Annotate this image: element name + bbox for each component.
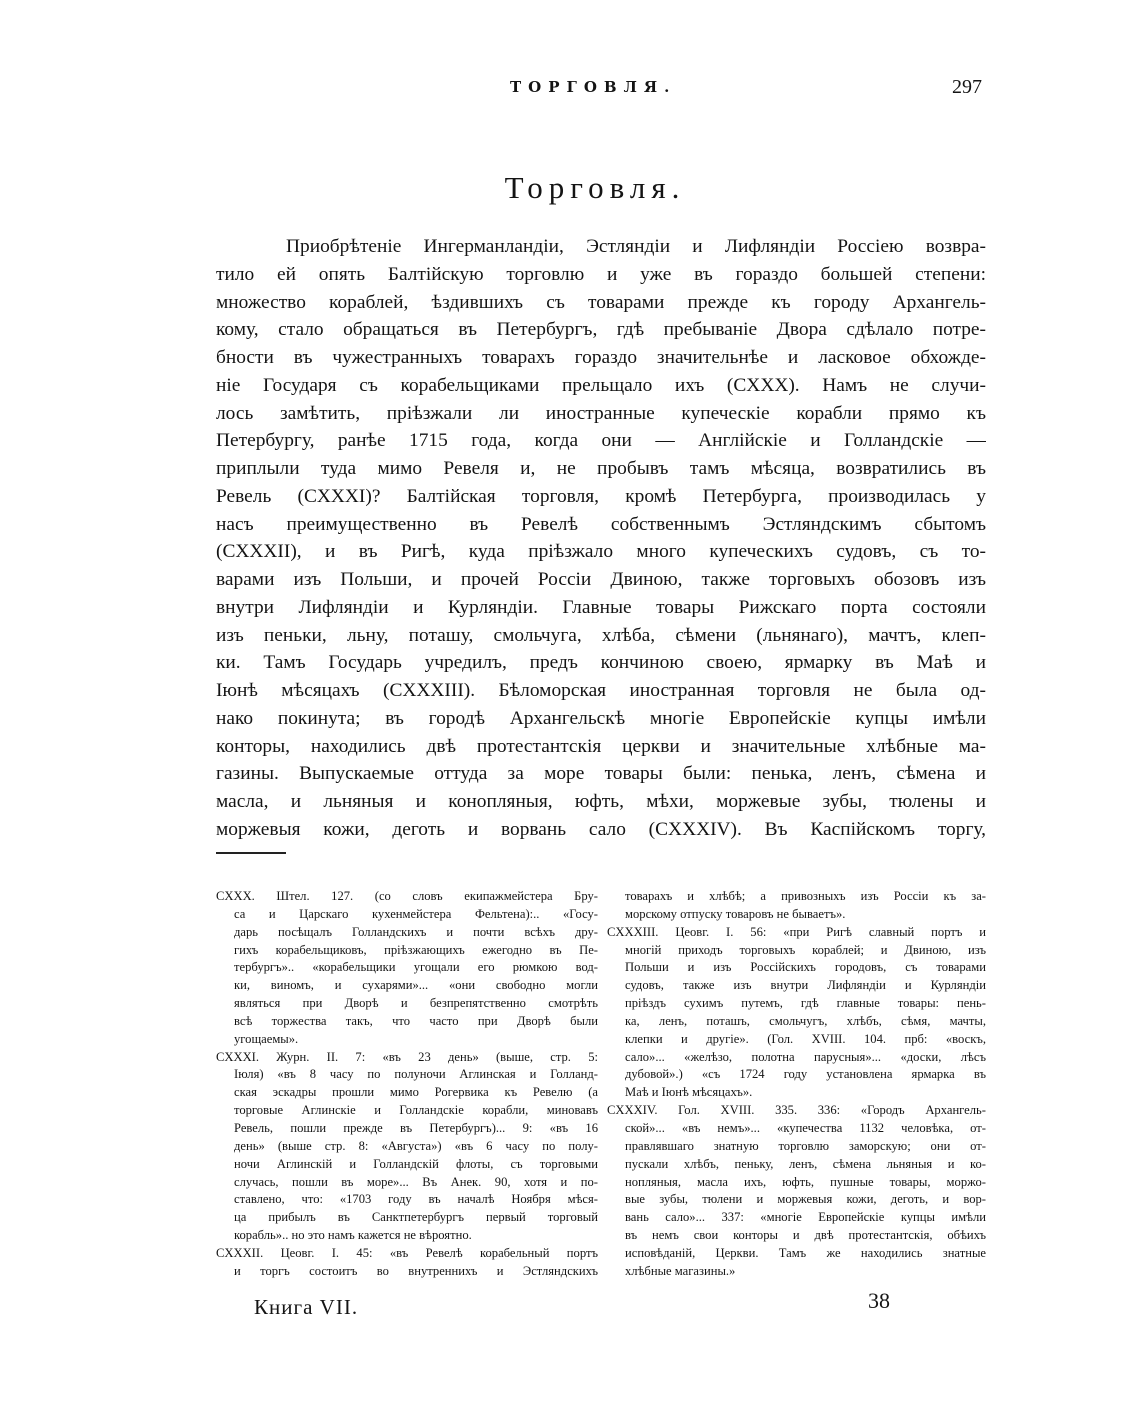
sheet-number: 38 — [868, 1288, 890, 1313]
footnote-line: Польши и изъ Россійскихъ городовъ, съ товарами — [625, 960, 986, 975]
footnote-line: Іюля) «въ 8 часу по полуночи Аглинская и Голланд- — [234, 1067, 598, 1082]
footnote-line: хлѣбные магазины.» — [625, 1263, 736, 1278]
footnote-line: вые зубы, тюлени и моржевыя кожи, деготь, и вор- — [625, 1192, 986, 1207]
text-line: конторы, находились двѣ протестантскія церкви и значительные хлѣбные ма- — [216, 735, 986, 757]
running-head — [0, 78, 1140, 104]
main-text — [216, 233, 986, 844]
text-line: кому, стало обращаться въ Петербургъ, гдѣ пребываніе Двора сдѣлало потре- — [216, 319, 986, 341]
footnote-line: морскому отпуску товаровъ не бываетъ». — [625, 906, 846, 921]
footnote-line: CXXX. Штел. 127. (со словъ екипажмейстера Бру- — [216, 889, 598, 903]
footnote-line: Ревель, пошли прежде въ Петербургъ)... 9: «въ 16 — [234, 1120, 598, 1135]
page-number: 297 — [952, 76, 982, 98]
footnote-line: CXXXII. Цеовг. I. 45: «въ Ревелѣ корабельный портъ — [216, 1245, 598, 1260]
printer-signature: Книга VII. — [254, 1295, 359, 1319]
text-line: моржевыя кожи, деготь и ворвань сало (CXXXIV). Въ Каспійскомъ торгу, — [216, 818, 986, 840]
footnote-line: ставлено, что: «1703 году въ началѣ Ноября мѣся- — [234, 1192, 598, 1207]
text-line: Приобрѣтеніе Ингерманландіи, Эстляндіи и Лифляндіи Россіею возвра- — [286, 236, 986, 257]
footnote-line: правлявшаго знатную торговлю заморскую; они от- — [625, 1138, 986, 1153]
footnotes-left-column — [216, 888, 598, 1281]
text-line: множество кораблей, ѣздившихъ съ товарами прежде къ городу Архангель- — [216, 291, 986, 313]
text-line: Іюнѣ мѣсяцахъ (CXXXIII). Бѣломорская иностранная торговля не была од- — [216, 680, 986, 701]
footnote-line: ца прибылъ въ Санктпетербургъ первый торговый — [234, 1210, 598, 1225]
footnote-line: дубовой».) «съ 1724 году установлена ярмарка въ — [625, 1067, 986, 1082]
footnote-line: нопляныя, масла ихъ, юфть, пушные товары, моржо- — [625, 1174, 986, 1189]
text-line: приплыли туда мимо Ревеля и, не пробывъ тамъ мѣсяца, возвратились въ — [216, 458, 986, 479]
footnote-line: пріѣздъ сухимъ путемъ, гдѣ главные товары: пень- — [625, 996, 986, 1011]
footnote-line: торговые Аглинскіе и Голландскіе корабли, миновавъ — [234, 1103, 598, 1118]
footnote-line: случась, пошли въ море»... Въ Анек. 90, хотя и по- — [234, 1174, 598, 1189]
footnote-line: товарахъ и хлѣбѣ; а привозныхъ изъ Россіи къ за- — [625, 889, 986, 903]
text-line: изъ пеньки, льну, поташу, смольчуга, хлѣба, сѣмени (льнянаго), мачтъ, клеп- — [216, 624, 986, 646]
footnote-line: ской»... «въ немъ»... «купечества 1132 человѣка, от- — [625, 1120, 986, 1135]
footnote-divider — [216, 852, 286, 854]
footnote-line: многій приходъ торговыхъ кораблей; и Двиною, изъ — [625, 942, 986, 957]
footnote-line: судовъ, также изъ внутри Лифляндіи и Курляндіи — [625, 978, 986, 993]
footnote-line: всѣ торжества такъ, что часто при Дворѣ были — [234, 1013, 598, 1028]
footnote-line: корабль».. но это намъ кажется не вѣроятно. — [234, 1228, 472, 1243]
footnote-line: являться при Дворѣ и безпрепятственно смотрѣть — [234, 996, 598, 1011]
text-line: ніе Государя съ корабельщиками прельщало ихъ (CXXX). Намъ не случи- — [216, 374, 986, 396]
footnote-line: ская эскадры прошли мимо Рогервика къ Ревелю (а — [234, 1085, 598, 1100]
footnote-line: день» (выше стр. 8: «Августа») «въ 6 часу по полу- — [234, 1138, 598, 1153]
footnote-line: пускали хлѣбъ, пеньку, ленъ, сѣмена льняныя и ко- — [625, 1156, 986, 1171]
text-line: ки. Тамъ Государь учредилъ, предъ кончиною своею, ярмарку въ Маѣ и — [216, 652, 986, 674]
running-title: ТОРГОВЛЯ. — [510, 78, 677, 96]
footnote-line: CXXXIII. Цеовг. I. 56: «при Ригѣ славный портъ и — [607, 924, 986, 939]
text-line: Ревель (CXXXI)? Балтійская торговля, кромѣ Петербурга, производилась у — [216, 485, 986, 507]
text-line: масла, и льняныя и конопляныя, юфть, мѣхи, моржевые зубы, тюлены и — [216, 791, 986, 812]
chapter-title: Торговля. — [504, 170, 686, 205]
footnote-line: ночи Аглинскій и Голландскій флоты, съ торговыми — [234, 1156, 598, 1171]
footnote-line: угощаемы». — [234, 1031, 299, 1046]
footnote-line: клепки и другіе». (Гол. XVIII. 104. прб: «воскъ, — [625, 1031, 986, 1046]
footnote-line: и торгъ состоитъ во внутреннихъ и Эстляндскихъ — [234, 1263, 598, 1278]
footnote-line: CXXXI. Журн. II. 7: «въ 23 день» (выше, стр. 5: — [216, 1049, 598, 1064]
footnote-line: дарь посѣщалъ Голландскихъ и почти всѣхъ дру- — [234, 924, 598, 939]
text-line: (CXXXII), и въ Ригѣ, куда пріѣзжало много купеческихъ судовъ, съ то- — [216, 541, 986, 563]
text-line: насъ преимущественно въ Ревелѣ собственнымъ Эстляндскимъ сбытомъ — [216, 513, 986, 535]
text-line: лось замѣтить, пріѣзжали ли иностранные купеческіе корабли прямо къ — [216, 402, 986, 424]
footnote-line: CXXXIV. Гол. XVIII. 335. 336: «Городъ Архангель- — [607, 1103, 986, 1118]
footnote-line: гихъ корабельщиковъ, пріѣзжающихъ ежегодно въ Пе- — [234, 942, 598, 957]
text-line: газины. Выпускаемые оттуда за море товары были: пенька, ленъ, сѣмена и — [216, 763, 986, 785]
footnote-line: са и Царскаго кухенмейстера Фельтена):.. «Госу- — [234, 906, 598, 921]
footnotes-right-column — [607, 888, 986, 1281]
footnote-line: исповѣданій, Церкви. Тамъ же находились знатные — [625, 1245, 986, 1260]
text-line: варами изъ Польши, и прочей Россіи Двиною, также торговыхъ обозовъ изъ — [216, 569, 986, 590]
text-line: бности въ чужестранныхъ товарахъ гораздо значительнѣе и ласковое обхожде- — [216, 347, 986, 368]
text-line: внутри Лифляндіи и Курляндіи. Главные товары Рижскаго порта состояли — [216, 596, 986, 618]
text-line: Петербургу, ранѣе 1715 года, когда они — Англійскіе и Голландскіе — — [216, 430, 986, 452]
text-line: нако покинута; въ городѣ Архангельскѣ многіе Европейскіе купцы имѣли — [216, 707, 986, 729]
footnote-line: вань сало»... 337: «многіе Европейскіе купцы имѣли — [625, 1210, 986, 1225]
footnote-line: сало»... «желѣзо, полотна парусныя»... «доски, лѣсъ — [625, 1049, 986, 1064]
footnote-line: въ немъ свои конторы и двѣ протестантскія, обѣихъ — [625, 1228, 986, 1243]
footnote-line: ки, виномъ, и сухарями»... «они свободно могли — [234, 978, 598, 993]
text-line: тило ей опять Балтійскую торговлю и уже въ гораздо большей степени: — [216, 263, 986, 285]
footnote-line: Маѣ и Іюнѣ мѣсяцахъ». — [625, 1085, 753, 1100]
footnote-line: тербургъ».. «корабельщики угощали его рюмкою вод- — [234, 960, 598, 975]
footnote-line: ка, ленъ, поташъ, смольчугъ, хлѣбъ, сѣмя, мачты, — [625, 1013, 986, 1028]
